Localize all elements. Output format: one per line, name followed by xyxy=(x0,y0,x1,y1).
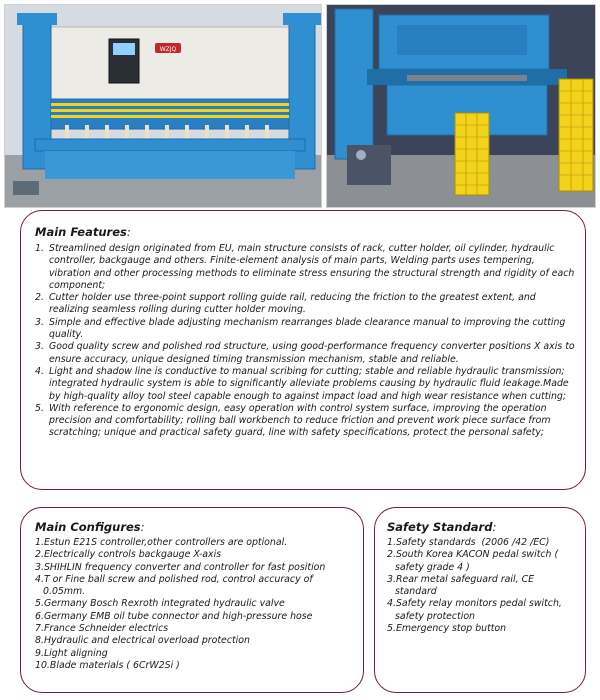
list-item: 4.T or Fine ball screw and polished rod, control accuracy of 0.05mm. xyxy=(35,573,313,598)
list-item: 4. Light and shadow line is conductive to manual scribing for cutting; stable and reliable hydraulic transmission; integrated hydraulic system is able to significantly alleviate problems causing by hydraulic fluid leakage.Made by high-quality alloy tool steel capable enough to against impact load and high wear resistance when cutting; xyxy=(35,365,569,402)
list-item: 6.Germany EMB oil tube connector and high-pressure hose xyxy=(35,610,313,622)
safety-standard-title: Safety Standard: xyxy=(387,520,497,534)
main-features-panel xyxy=(20,210,586,490)
list-item: 1.Safety standards (2006 /42 /EC) xyxy=(387,537,550,548)
list-item: 3. Simple and effective blade adjusting mechanism rearranges blade clearance manual to improving the cutting quality. xyxy=(35,316,566,341)
list-item: 2. Cutter holder use three-point support rolling guide rail, reducing the friction to the greatest extent, and realizing seamless rolling during cutter holder moving. xyxy=(35,292,536,316)
list-item: 1.Estun E21S controller,other controllers are optional. xyxy=(35,537,288,548)
main-features-list xyxy=(35,243,575,440)
list-item: 5. With reference to ergonomic design, easy operation with control system surface, improving the operation precision and comfortability; rolling ball workbench to reduce friction and prevent work piece surface from scratching; unique and practical safety guard, line with safety specifications, protect the personal safety; xyxy=(35,402,551,439)
main-configures-title: Main Configures: xyxy=(35,520,145,534)
machine-front-illustration xyxy=(5,5,322,208)
list-item: 3.Rear metal safeguard rail, CE standard xyxy=(387,573,535,598)
list-item: 10.Blade materials ( 6CrW2Si ) xyxy=(35,659,180,671)
list-item: 5.Emergency stop button xyxy=(387,623,507,635)
list-item: 3.SHIHLIN frequency converter and controller for fast position xyxy=(35,561,326,573)
list-item: 2.South Korea KACON pedal switch ( safety grade 4 ) xyxy=(387,549,559,573)
list-item: 2.Electrically controls backgauge X-axis xyxy=(35,549,222,561)
machine-rear-illustration xyxy=(327,5,596,208)
list-item: 1. Streamlined design originated from EU, main structure consists of rack, cutter holder, oil cylinder, hydraulic controller, backgauge and others. Finite-element analysis of main parts, Welding parts uses tempering, vibration and other processing methods to eliminate stress ensuring the structural strength and rigidity of each component; xyxy=(35,243,575,291)
brand-logo: WZJQ xyxy=(159,46,177,53)
list-item: 9.Light aligning xyxy=(35,647,108,659)
main-configures-list xyxy=(35,537,357,672)
list-item: 4.Safety relay monitors pedal switch, safety protection xyxy=(387,598,562,622)
list-item: 5.Germany Bosch Rexroth integrated hydraulic valve xyxy=(35,598,285,610)
machine-front-photo xyxy=(4,4,322,208)
main-configures-panel xyxy=(20,507,364,693)
safety-standard-list xyxy=(387,537,575,635)
list-item: 3. Good quality screw and polished rod structure, using good-performance frequency converter positions X axis to ensure accuracy, unique designed timing transmission mechanism, stable and reliable. xyxy=(35,341,575,365)
main-features-title: Main Features: xyxy=(35,225,131,239)
safety-standard-panel xyxy=(374,507,586,693)
list-item: 8.Hydraulic and electrical overload protection xyxy=(35,635,250,647)
list-item: 7.France Schneider electrics xyxy=(35,623,169,635)
machine-rear-photo xyxy=(326,4,596,208)
